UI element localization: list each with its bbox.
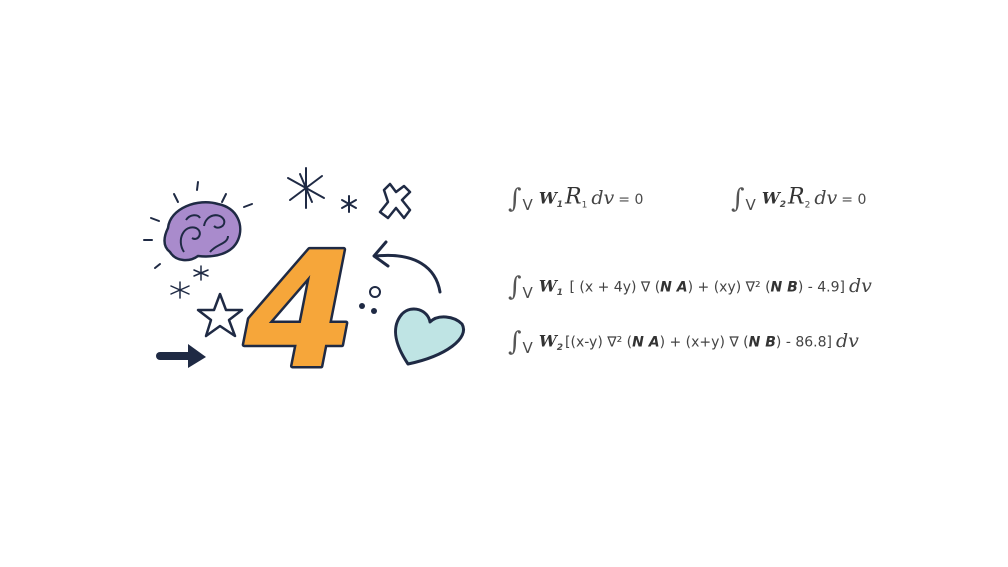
shape-function-b: N B bbox=[748, 334, 776, 351]
weight-subscript: 1 bbox=[556, 199, 564, 210]
cross-icon bbox=[380, 184, 410, 218]
number-four-graphic bbox=[243, 217, 355, 380]
small-star-burst-icon bbox=[342, 196, 356, 212]
arrow-right-icon bbox=[160, 344, 206, 368]
differential: dv bbox=[835, 329, 859, 352]
weight-subscript: 1 bbox=[556, 287, 564, 298]
sparkle-icon bbox=[288, 168, 324, 208]
equation-term: [(x-y) ∇² ( bbox=[565, 334, 633, 351]
residual-symbol: R bbox=[565, 184, 582, 210]
equation-term: ) - 86.8] bbox=[775, 334, 832, 351]
weight-subscript: 2 bbox=[779, 199, 787, 210]
shape-function-a: N A bbox=[660, 279, 688, 296]
weight-symbol: W bbox=[538, 188, 557, 208]
curved-arrow-icon bbox=[374, 242, 440, 292]
weight-symbol: W bbox=[761, 188, 780, 208]
integral-sign: ∫ bbox=[508, 327, 522, 357]
residual-symbol: R bbox=[788, 184, 805, 210]
brain-icon bbox=[165, 202, 241, 260]
equation-term: ) + (xy) ∇² ( bbox=[687, 279, 771, 296]
weight-subscript: 2 bbox=[556, 342, 564, 353]
equation-2 bbox=[731, 184, 866, 214]
equation-1 bbox=[508, 184, 643, 214]
equation-3 bbox=[508, 272, 872, 302]
differential: dv bbox=[848, 274, 872, 297]
heart-icon bbox=[395, 309, 463, 364]
integral-domain: V bbox=[745, 195, 756, 214]
equation-rhs: = 0 bbox=[841, 191, 867, 208]
dots-decoration bbox=[359, 287, 380, 314]
equation-4 bbox=[508, 327, 859, 357]
differential: dv bbox=[814, 186, 838, 209]
integral-sign: ∫ bbox=[508, 272, 522, 302]
differential: dv bbox=[591, 186, 615, 209]
integral-domain: V bbox=[522, 195, 533, 214]
equation-rhs: = 0 bbox=[618, 191, 644, 208]
star-icon bbox=[198, 294, 242, 336]
shape-function-a: N A bbox=[632, 334, 660, 351]
integral-domain: V bbox=[522, 283, 533, 302]
equation-term: ) + (x+y) ∇ ( bbox=[659, 334, 749, 351]
equation-term: ) - 4.9] bbox=[797, 279, 845, 296]
integral-sign: ∫ bbox=[731, 184, 745, 214]
residual-subscript: 1 bbox=[581, 200, 588, 211]
tiny-sparkle-icon bbox=[171, 266, 208, 298]
weight-symbol: W bbox=[538, 331, 557, 351]
residual-subscript: 2 bbox=[804, 200, 811, 211]
doodle-illustration bbox=[140, 160, 480, 380]
weight-symbol: W bbox=[538, 276, 557, 296]
shape-function-b: N B bbox=[770, 279, 798, 296]
integral-domain: V bbox=[522, 338, 533, 357]
equation-term: [ (x + 4y) ∇ ( bbox=[565, 279, 661, 296]
number-four-text: 4 bbox=[244, 217, 356, 380]
integral-sign: ∫ bbox=[508, 184, 522, 214]
